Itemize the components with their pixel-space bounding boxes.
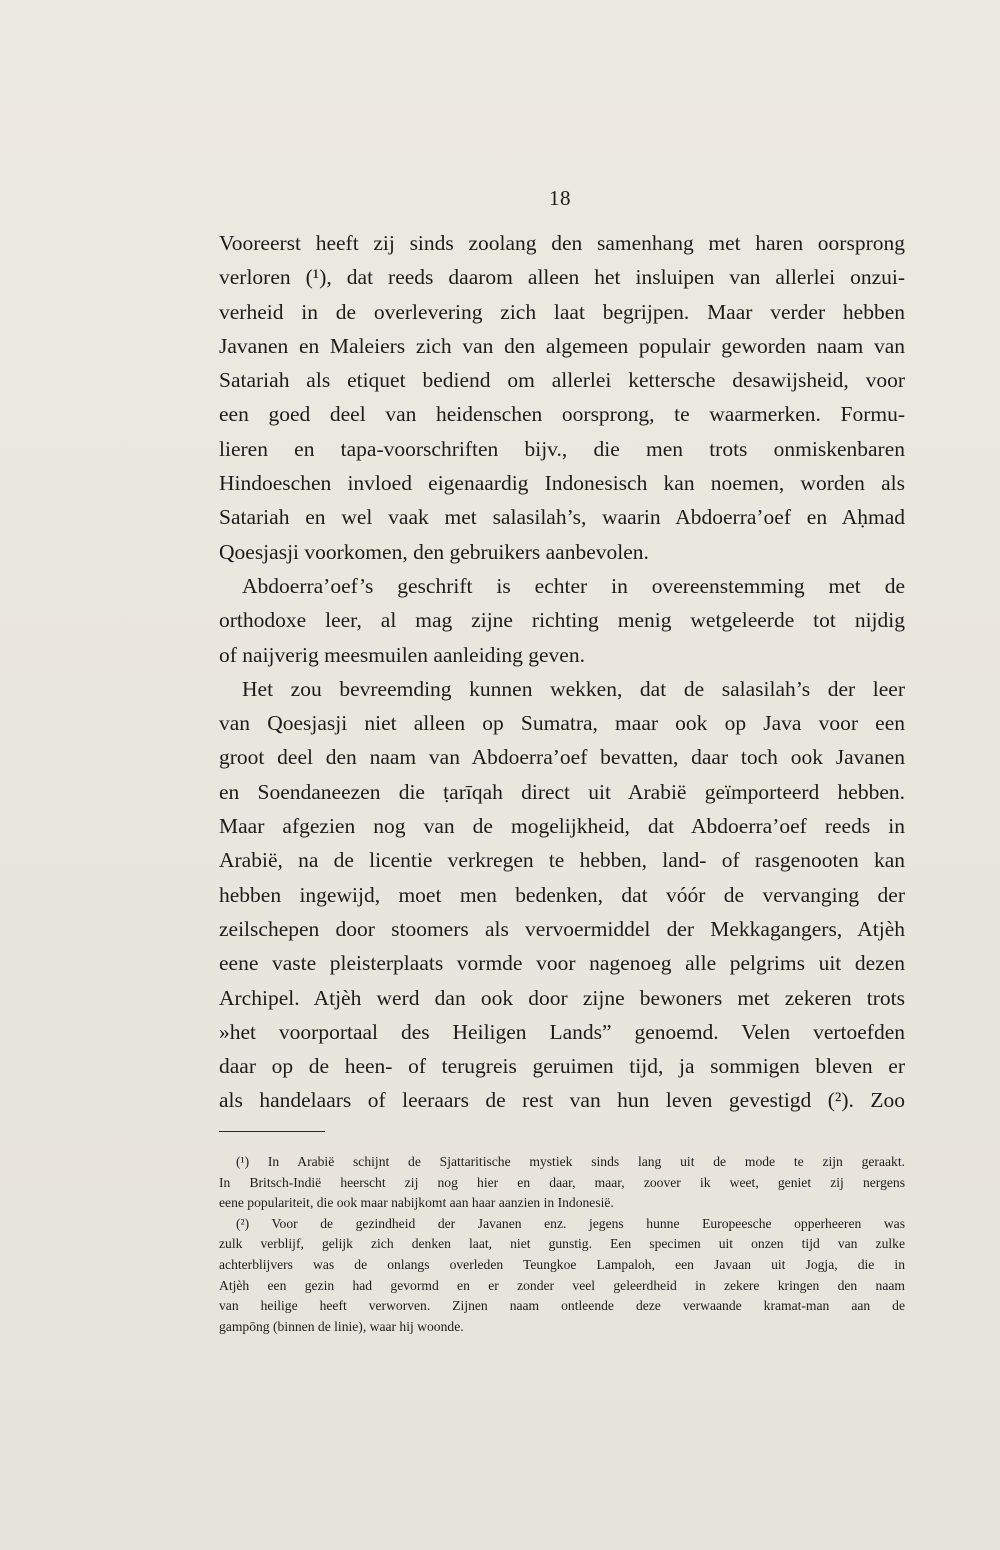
body-line: lieren en tapa-voorschriften bijv., die men trots onmiskenbaren bbox=[219, 436, 905, 461]
footnote-line: van heilige heeft verworven. Zijnen naam ontleende deze verwaande kramat-man aan de bbox=[219, 1298, 905, 1314]
footnote-line: Atjèh een gezin had gevormd en er zonder veel geleerdheid in zekere kringen den naam bbox=[219, 1277, 905, 1293]
body-line: verloren (¹), dat reeds daarom alleen het insluipen van allerlei onzui- bbox=[219, 265, 905, 290]
body-line: Archipel. Atjèh werd dan ook door zijne bewoners met zekeren trots bbox=[219, 985, 905, 1010]
body-line: Het zou bevreemding kunnen wekken, dat de salasilah’s der leer bbox=[242, 676, 905, 701]
body-line: eene vaste pleisterplaats vormde voor nagenoeg alle pelgrims uit dezen bbox=[219, 951, 905, 976]
footnote-line: gampōng (binnen de linie), waar hij woonde. bbox=[219, 1318, 464, 1334]
footnote-line: In Britsch-Indië heerscht zij nog hier en daar, maar, zoover ik weet, geniet zij nergens bbox=[219, 1174, 905, 1190]
body-line: Abdoerra’oef’s geschrift is echter in overeenstemming met de bbox=[242, 573, 905, 598]
body-line: »het voorportaal des Heiligen Lands” genoemd. Velen vertoefden bbox=[219, 1019, 905, 1044]
body-text bbox=[219, 226, 905, 1118]
footnote-line: (¹) In Arabië schijnt de Sjattaritische mystiek sinds lang uit de mode te zijn geraakt. bbox=[236, 1154, 905, 1169]
page-number: 18 bbox=[549, 186, 571, 210]
body-line: Arabië, na de licentie verkregen te hebben, land- of rasgenooten kan bbox=[219, 848, 905, 873]
body-line: Hindoeschen invloed eigenaardig Indonesisch kan noemen, worden als bbox=[219, 471, 905, 496]
body-line: van Qoesjasji niet alleen op Sumatra, maar ook op Java voor een bbox=[219, 711, 905, 736]
body-line: Satariah en wel vaak met salasilah’s, waarin Abdoerra’oef en Aḥmad bbox=[219, 505, 905, 530]
footnote-rule bbox=[219, 1131, 325, 1132]
body-line: daar op de heen- of terugreis geruimen tijd, ja sommigen bleven er bbox=[219, 1054, 905, 1079]
footnote-line: achterblijvers was de onlangs overleden Teungkoe Lampaloh, een Javaan uit Jogja, die in bbox=[219, 1256, 905, 1272]
body-line: als handelaars of leeraars de rest van hun leven gevestigd (²). Zoo bbox=[219, 1088, 905, 1113]
footnote-line: zulk verblijf, gelijk zich denken laat, niet gunstig. Een specimen uit onzen tijd van zulke bbox=[219, 1236, 905, 1252]
body-line: of naijverig meesmuilen aanleiding geven. bbox=[219, 642, 585, 667]
body-line: een goed deel van heidenschen oorsprong, te waarmerken. Formu- bbox=[219, 402, 905, 427]
body-line: Qoesjasji voorkomen, den gebruikers aanbevolen. bbox=[219, 539, 649, 564]
body-line: Javanen en Maleiers zich van den algemeen populair geworden naam van bbox=[219, 333, 905, 358]
body-line: orthodoxe leer, al mag zijne richting menig wetgeleerde tot nijdig bbox=[219, 608, 905, 633]
footnote-line: eene populariteit, die ook maar nabijkomt aan haar aanzien in Indonesië. bbox=[219, 1195, 614, 1211]
body-line: hebben ingewijd, moet men bedenken, dat vóór de vervanging der bbox=[219, 882, 905, 907]
body-line: verheid in de overlevering zich laat begrijpen. Maar verder hebben bbox=[219, 299, 905, 324]
body-line: en Soendaneezen die ṭarīqah direct uit Arabië geïmporteerd hebben. bbox=[219, 779, 905, 804]
footnote-line: (²) Voor de gezindheid der Javanen enz. jegens hunne Europeesche opperheeren was bbox=[236, 1215, 905, 1231]
body-line: zeilschepen door stoomers als vervoermiddel der Mekkagangers, Atjèh bbox=[219, 916, 905, 941]
footnotes bbox=[219, 1152, 905, 1337]
body-line: groot deel den naam van Abdoerra’oef bevatten, daar toch ook Javanen bbox=[219, 745, 905, 770]
body-line: Maar afgezien nog van de mogelijkheid, dat Abdoerra’oef reeds in bbox=[219, 814, 905, 839]
body-line: Vooreerst heeft zij sinds zoolang den samenhang met haren oorsprong bbox=[219, 231, 905, 255]
body-line: Satariah als etiquet bediend om allerlei kettersche desawijsheid, voor bbox=[219, 368, 905, 393]
